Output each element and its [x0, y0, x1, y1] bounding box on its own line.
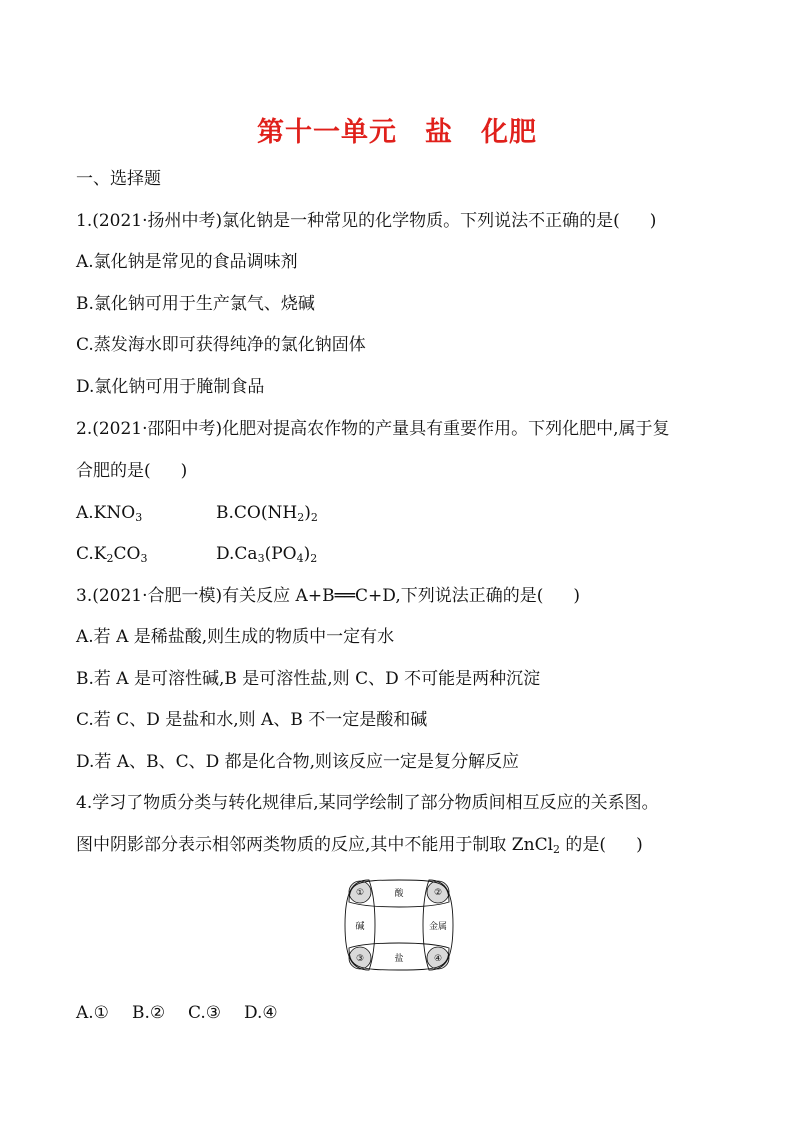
question-1-option-a: A.氯化钠是常见的食品调味剂 — [76, 252, 298, 272]
reaction-relationship-diagram — [341, 876, 457, 974]
question-3-option-d: D.若 A、B、C、D 都是化合物,则该反应一定是复分解反应 — [76, 752, 520, 772]
question-1-option-b: B.氯化钠可用于生产氯气、烧碱 — [76, 294, 315, 314]
diagram-corner-3: ③ — [355, 954, 365, 964]
question-4-close: ) — [636, 835, 643, 855]
diagram-corner-2: ② — [433, 888, 443, 898]
question-3-stem — [76, 585, 580, 607]
diagram-corner-1: ① — [355, 888, 365, 898]
question-3-text: 3.(2021·合肥一模)有关反应 A+B══C+D,下列说法正确的是( — [76, 586, 544, 606]
question-1-stem — [76, 210, 656, 232]
question-2-stem-line1: 2.(2021·邵阳中考)化肥对提高农作物的产量具有重要作用。下列化肥中,属于复 — [76, 419, 670, 439]
question-2-option-d: $D.Ca_3(PO_4)_2$ — [216, 544, 318, 565]
question-3-option-a: A.若 A 是稀盐酸,则生成的物质中一定有水 — [76, 627, 395, 647]
section-heading: 一、选择题 — [76, 169, 161, 189]
question-3-option-b: B.若 A 是可溶性碱,B 是可溶性盐,则 C、D 不可能是两种沉淀 — [76, 669, 541, 689]
question-4-option-b: B.② — [132, 1003, 166, 1023]
diagram-label-salt: 盐 — [394, 954, 404, 964]
diagram-label-metal: 金属 — [428, 922, 448, 932]
question-2-option-a: $A.KNO_3$ — [76, 503, 143, 524]
question-1-option-c: C.蒸发海水即可获得纯净的氯化钠固体 — [76, 335, 366, 355]
diagram-label-base: 碱 — [355, 922, 365, 932]
question-4-option-a: A.① — [76, 1003, 109, 1023]
question-3-close: ) — [573, 586, 580, 606]
question-4-option-d: D.④ — [244, 1003, 278, 1023]
question-2-text: 合肥的是( — [76, 461, 151, 481]
question-4-stem-line2: 图中阴影部分表示相邻两类物质的反应,其中不能用于制取 ZnCl$_2$ 的是( ) — [76, 835, 643, 856]
page-title: 第十一单元 盐 化肥 — [257, 117, 537, 148]
question-2-stem-line2 — [76, 460, 187, 482]
question-1-text: 1.(2021·扬州中考)氯化钠是一种常见的化学物质。下列说法不正确的是( — [76, 211, 620, 231]
question-2-close: ) — [180, 461, 188, 481]
question-2-option-c: $C.K_2CO_3$ — [76, 544, 148, 565]
question-4-option-c: C.③ — [188, 1003, 222, 1023]
diagram-label-acid: 酸 — [394, 889, 404, 899]
diagram-corner-4: ④ — [433, 954, 443, 964]
question-4-stem-line1: 4.学习了物质分类与转化规律后,某同学绘制了部分物质间相互反应的关系图。 — [76, 793, 659, 813]
question-2-option-b: $B.CO(NH_2)_2$ — [216, 503, 318, 524]
question-1-close: ) — [649, 211, 657, 231]
question-3-option-c: C.若 C、D 是盐和水,则 A、B 不一定是酸和碱 — [76, 710, 428, 730]
question-1-option-d: D.氯化钠可用于腌制食品 — [76, 377, 265, 397]
